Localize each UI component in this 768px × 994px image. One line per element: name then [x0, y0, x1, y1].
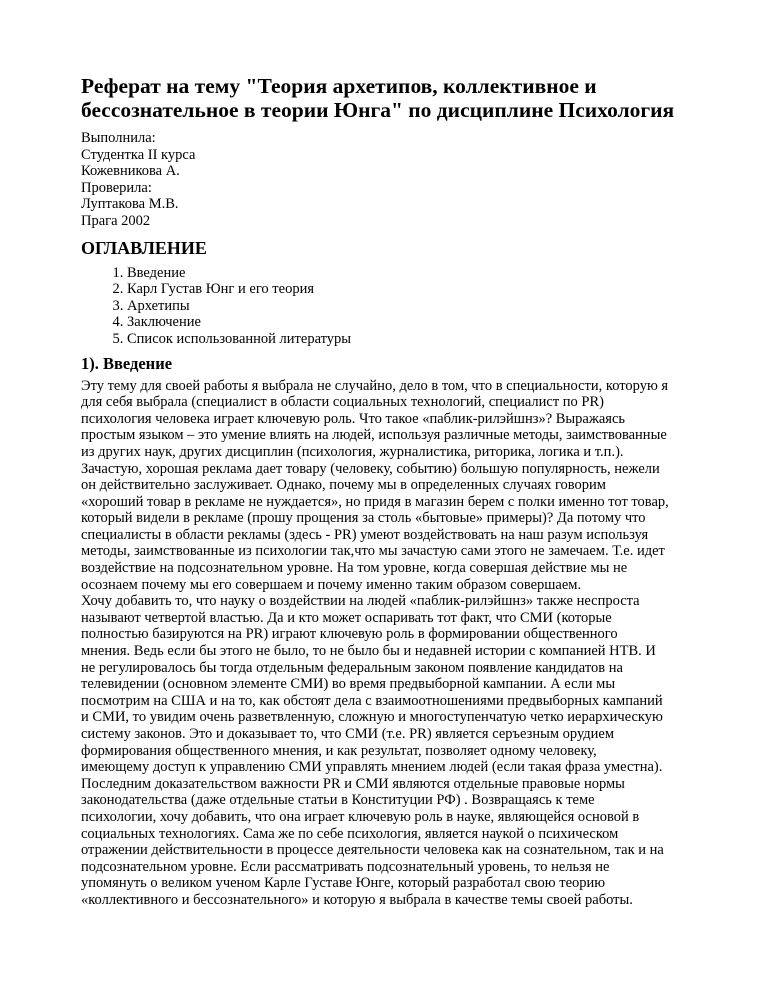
text-line: упомянуть о великом ученом Карле Густаве Юнге, который разработал свою теорию	[81, 875, 606, 892]
text-line: психологии, хочу добавить, что она играет ключевую роль в науке, являющейся основой в	[81, 808, 640, 825]
toc-item: 1. Введение	[127, 265, 751, 282]
text-line: посмотрим на США и на то, как обстоят дела с взаимоотношениями предвыборных кампаний	[81, 692, 663, 709]
document-title-line-2: бессознательное в теории Юнга" по дисциплине Психология	[81, 98, 675, 122]
document-title	[81, 74, 751, 122]
author-info-line: Луптакова М.В.	[81, 196, 179, 213]
text-line: отражении действительности в процессе деятельности человека как на сознательном, так и на	[81, 842, 664, 859]
text-line: простым языком – это умение влиять на людей, используя различные методы, заимствованные	[81, 427, 667, 444]
toc-item: 2. Карл Густав Юнг и его теория	[127, 281, 751, 298]
document-page	[81, 74, 751, 909]
text-line: «хороший товар в рекламе не нуждается», но придя в магазин берем с полки именно тот товар,	[81, 493, 669, 510]
section-heading-introduction: 1). Введение	[81, 353, 173, 373]
text-line: который видели в рекламе (прошу прощения за столь «бытовые» примеры)? Да потому что	[81, 510, 646, 527]
text-line: называют четвертой властью. Да и кто может оспаривать тот факт, что СМИ (которые	[81, 609, 612, 626]
text-line: законодательства (даже отдельные статьи в Конституции РФ) . Возвращаясь к теме	[81, 792, 595, 809]
toc-heading: ОГЛАВЛЕНИЕ	[81, 237, 207, 258]
text-line: социальных технологиях. Сама же по себе психология, является наукой о психическом	[81, 825, 619, 842]
paragraph-2	[81, 593, 751, 908]
toc-item: 5. Список использованной литературы	[127, 331, 751, 348]
toc-item: 3. Архетипы	[127, 298, 751, 315]
text-line: он действительно заслуживает. Однако, почему мы в определенных случаях говорим	[81, 477, 606, 494]
text-line: и СМИ, то увидим очень разветвленную, сложную и многоступенчатую четко иерархическую	[81, 709, 663, 726]
text-line: воздействие на подсознательном уровне. На том уровне, когда совершая действие мы не	[81, 560, 628, 577]
text-line: психология человека играет ключевую роль. Что такое «паблик-рилэйшнз»? Выражаясь	[81, 410, 626, 427]
text-line: не регулировалось бы тогда отдельным федеральным законом появление кандидатов на	[81, 659, 623, 676]
text-line: подсознательном уровне. Если рассматривать подсознательный уровень, то нельзя не	[81, 858, 610, 875]
text-line: осознаем почему мы его совершаем и почему именно таким образом совершаем.	[81, 576, 582, 593]
text-line: Зачастую, хорошая реклама дает товару (человеку, событию) большую популярность, нежели	[81, 460, 660, 477]
text-line: систему законов. Это и доказывает то, что СМИ (т.е. PR) является серъезным орудием	[81, 726, 615, 742]
paragraph-1	[81, 378, 751, 594]
table-of-contents	[81, 265, 751, 348]
author-info	[81, 130, 751, 230]
text-line: из других наук, других дисциплин (психология, журналистика, риторика, логика и т.п.).	[81, 443, 624, 460]
author-info-line: Студентка II курса	[81, 146, 196, 163]
text-line: формирования общественного мнения, и как результат, позволяет одному человеку,	[81, 742, 597, 759]
text-line: методы, заимствованные из психологии так,что мы зачастую сами этого не замечаем. Т.е. идет	[81, 543, 665, 560]
text-line: мнения. Ведь если бы этого не было, то не было бы и недавней истории с компанией НТВ. И	[81, 643, 656, 660]
text-line: телевидении (основном элементе СМИ) во время предвыборной кампании. А если мы	[81, 676, 616, 693]
text-line: Последним доказательством важности PR и СМИ являются отдельные правовые нормы	[81, 775, 625, 792]
text-line: имеющему доступ к управлению СМИ управлять мнением людей (если такая фраза уместна).	[81, 759, 663, 776]
document-title-line-1: Реферат на тему "Теория архетипов, коллективное и	[81, 74, 597, 98]
toc-item: 4. Заключение	[127, 314, 751, 331]
author-info-line: Прага 2002	[81, 212, 151, 229]
author-info-line: Выполнила:	[81, 130, 156, 146]
text-line: для себя выбрала (специалист в области социальных технологий, специалист по PR)	[81, 394, 604, 411]
author-info-line: Кожевникова А.	[81, 163, 180, 180]
text-line: «коллективного и бессознательного» и которую я выбрала в качестве темы своей работы.	[81, 891, 633, 908]
text-line: специалисты в области рекламы (здесь - PR) умеют воздействовать на наш разум используя	[81, 526, 649, 543]
author-info-line: Проверила:	[81, 179, 152, 196]
text-line: Хочу добавить то, что науку о воздействии на людей «паблик-рилэйшнз» также неспроста	[81, 593, 640, 610]
text-line: полностью базируются на PR) играют ключевую роль в формировании общественного	[81, 626, 618, 643]
text-line: Эту тему для своей работы я выбрала не случайно, дело в том, что в специальности, которую я	[81, 377, 669, 394]
